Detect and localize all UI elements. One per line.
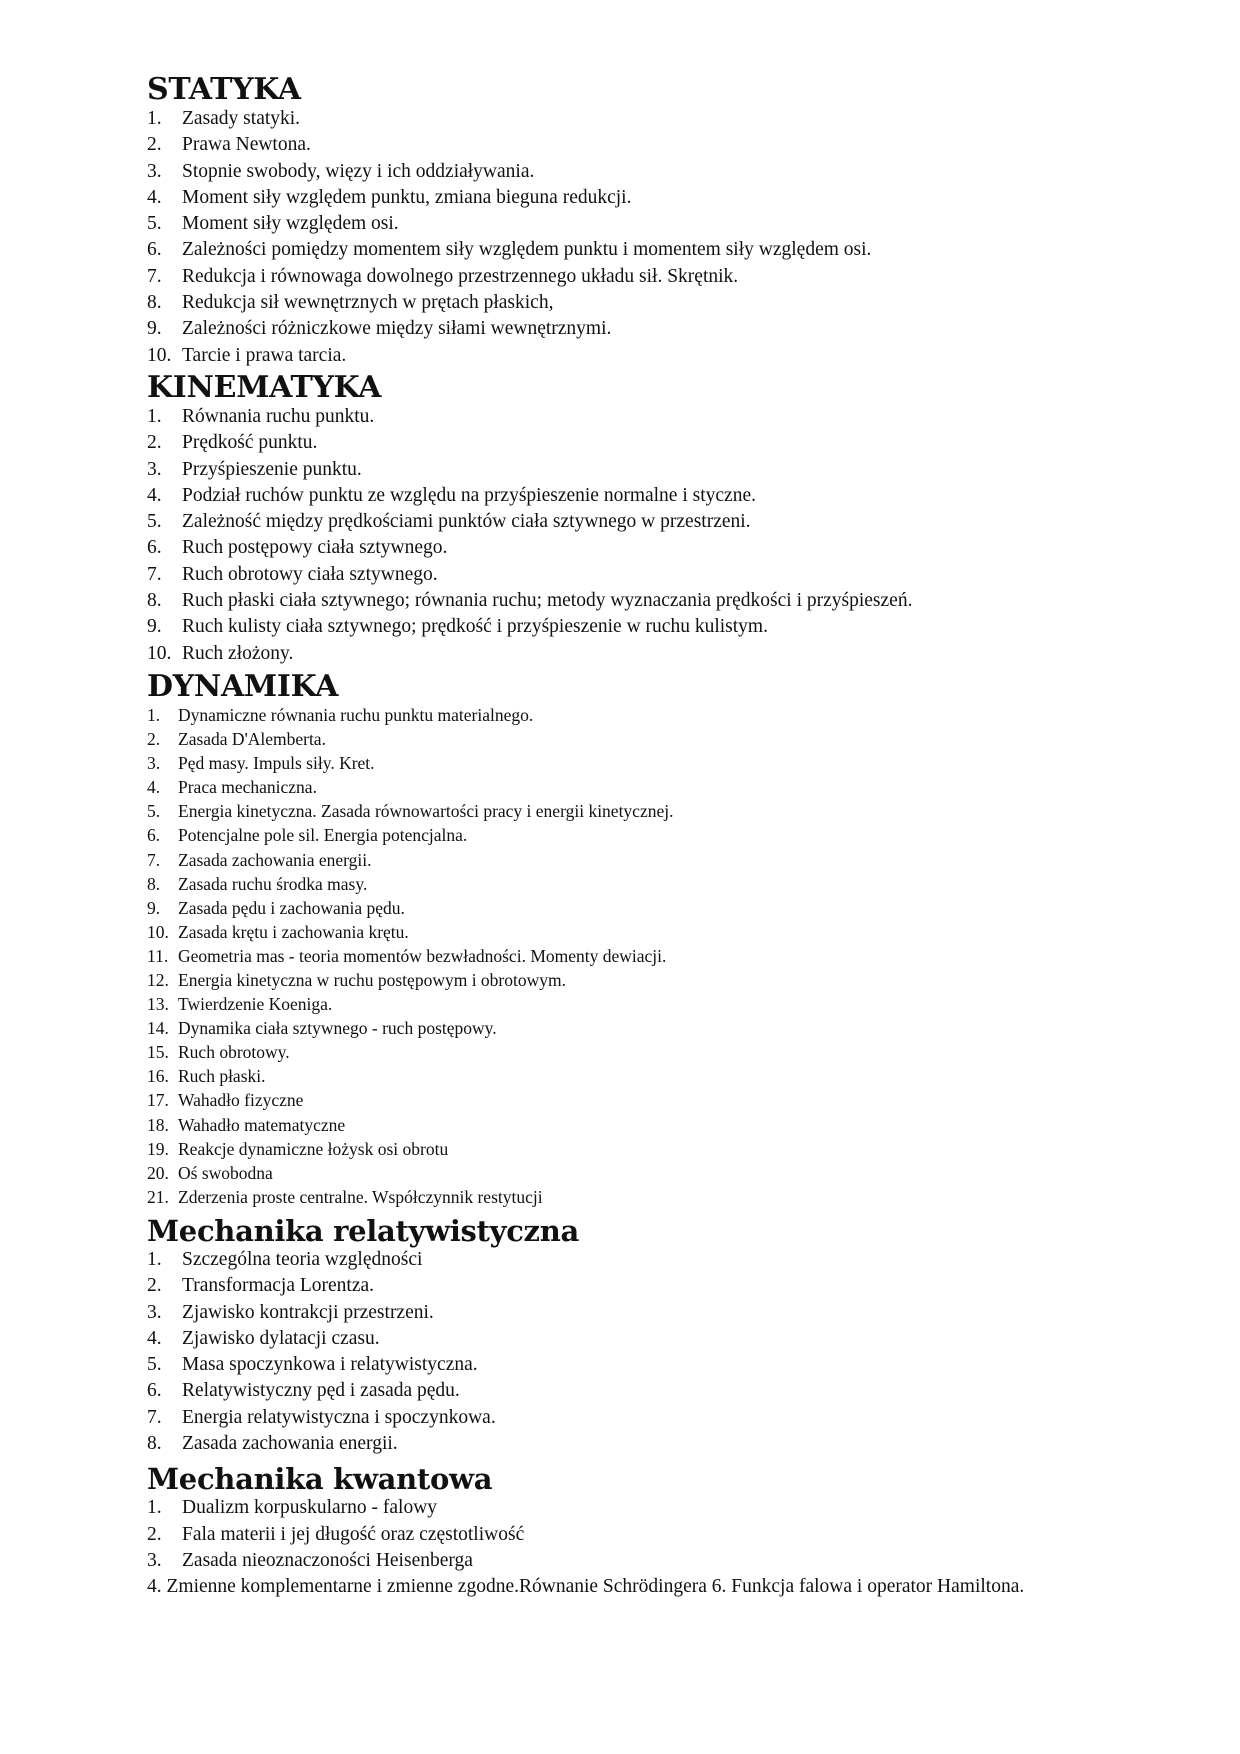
item-text: Oś swobodna (178, 1162, 273, 1183)
document-page (147, 70, 1147, 1600)
list-item (147, 562, 1147, 588)
item-text: Geometria mas - teoria momentów bezwładności. Momenty dewiacji. (178, 945, 667, 966)
list-item (147, 159, 1147, 185)
section-heading: KINEMATYKA (147, 369, 382, 405)
item-number: 20. (147, 1162, 169, 1183)
item-text: Potencjalne pole sil. Energia potencjalna. (178, 825, 468, 846)
item-number: 7. (147, 849, 161, 870)
item-text: Twierdzenie Koeniga. (178, 994, 333, 1015)
item-text: Ruch obrotowy. (178, 1042, 290, 1063)
list-item (147, 1137, 1147, 1161)
item-number: 4. (147, 186, 162, 208)
item-text: Relatywistyczny pęd i zasada pędu. (182, 1380, 460, 1402)
item-number: 10. (147, 921, 169, 942)
item-text: Pęd masy. Impuls siły. Kret. (178, 753, 375, 774)
item-text: Ruch płaski ciała sztywnego; równania ruchu; metody wyznaczania prędkości i przyśpieszeń. (182, 590, 913, 612)
item-text: Reakcje dynamiczne łożysk osi obrotu (178, 1138, 449, 1159)
list-item (147, 1574, 1027, 1600)
item-text: Równania ruchu punktu. (182, 405, 375, 427)
item-text: Dualizm korpuskularno - falowy (182, 1497, 438, 1519)
list-item (147, 185, 1147, 211)
item-text: Podział ruchów punktu ze względu na przyśpieszenie normalne i styczne. (182, 484, 756, 506)
list-item (147, 872, 1147, 896)
list-item (147, 1405, 1147, 1431)
list-item (147, 992, 1147, 1016)
item-text: Energia kinetyczna w ruchu postępowym i obrotowym. (178, 969, 566, 990)
item-number: 8. (147, 292, 162, 314)
item-number: 4. (147, 484, 162, 506)
item-text: Ruch kulisty ciała sztywnego; prędkość i przyśpieszenie w ruchu kulistym. (182, 616, 768, 638)
item-number: 3. (147, 458, 162, 480)
list-item (147, 944, 1147, 968)
topic-list (147, 1247, 1147, 1457)
list-item (147, 1300, 1147, 1326)
list-item (147, 1161, 1147, 1185)
item-text: Tarcie i prawa tarcia. (182, 344, 347, 366)
item-number: 2. (147, 1523, 162, 1545)
list-item (147, 1016, 1147, 1040)
item-text: Dynamiczne równania ruchu punktu materialnego. (178, 704, 534, 725)
item-text: Energia relatywistyczna i spoczynkowa. (182, 1406, 496, 1428)
list-item (147, 1273, 1147, 1299)
list-item (147, 264, 1147, 290)
item-number: 6. (147, 825, 161, 846)
list-item (147, 1495, 1147, 1521)
list-item (147, 1378, 1147, 1404)
item-number: 1. (147, 108, 162, 129)
item-number: 21. (147, 1186, 169, 1207)
item-text: Zderzenia proste centralne. Współczynnik restytucji (178, 1186, 543, 1207)
item-number: 5. (147, 213, 162, 235)
list-item (147, 968, 1147, 992)
item-text: Zjawisko kontrakcji przestrzeni. (182, 1301, 434, 1323)
list-item (147, 588, 1147, 614)
list-item (147, 641, 1147, 667)
item-text: Zależności pomiędzy momentem siły względem punktu i momentem siły względem osi. (182, 239, 872, 261)
item-text: Redukcja sił wewnętrznych w prętach płaskich, (182, 292, 554, 314)
item-number: 17. (147, 1090, 169, 1111)
list-item (147, 896, 1147, 920)
item-text: Zasada zachowania energii. (182, 1432, 398, 1454)
item-text: Zasada nieoznaczoności Heisenberga (182, 1549, 473, 1571)
item-text: Ruch postępowy ciała sztywnego. (182, 537, 448, 559)
list-item (147, 1040, 1147, 1064)
item-number: 2. (147, 1275, 162, 1297)
list-item (147, 1548, 1147, 1574)
item-text: Przyśpieszenie punktu. (182, 458, 362, 480)
item-number: 9. (147, 318, 162, 340)
list-item (147, 509, 1147, 535)
list-item (147, 106, 1147, 132)
item-text: Fala materii i jej długość oraz częstotliwość (182, 1523, 525, 1545)
item-number: 5. (147, 511, 162, 533)
list-item (147, 727, 1147, 751)
item-text: Zależność między prędkościami punktów ciała sztywnego w przestrzeni. (182, 511, 751, 533)
list-item (147, 1088, 1147, 1112)
section-heading: Mechanika kwantowa (147, 1462, 493, 1497)
item-number: 7. (147, 563, 162, 585)
item-number: 6. (147, 1380, 162, 1402)
item-number: 4. (147, 777, 161, 798)
section-mechanika-relatywistyczna (147, 1215, 1147, 1457)
item-text: Wahadło fizyczne (178, 1090, 304, 1111)
item-number: 8. (147, 590, 162, 612)
item-text: Zasada D'Alemberta. (178, 729, 326, 750)
list-item (147, 1113, 1147, 1137)
item-number: 1. (147, 704, 161, 725)
list-item (147, 457, 1147, 483)
item-number: 5. (147, 1354, 162, 1376)
item-number: 11. (147, 945, 169, 966)
item-number: 3. (147, 1301, 162, 1323)
item-text: Energia kinetyczna. Zasada równowartości pracy i energii kinetycznej. (178, 801, 674, 822)
section-mechanika-kwantowa (147, 1463, 1147, 1600)
item-text: Zasada krętu i zachowania krętu. (178, 921, 409, 942)
item-text: Zjawisko dylatacji czasu. (182, 1327, 380, 1349)
item-number: 8. (147, 1432, 162, 1454)
item-number: 2. (147, 432, 162, 454)
item-text: Dynamika ciała sztywnego - ruch postępowy. (178, 1018, 497, 1039)
list-item (147, 535, 1147, 561)
section-heading: STATYKA (147, 72, 301, 107)
item-text: Masa spoczynkowa i relatywistyczna. (182, 1354, 478, 1376)
item-number: 2. (147, 134, 162, 156)
item-number: 7. (147, 265, 162, 287)
item-number: 10. (147, 642, 172, 664)
list-item (147, 237, 1147, 263)
list-item (147, 614, 1147, 640)
list-item (147, 1247, 1147, 1273)
list-item (147, 1522, 1147, 1548)
item-number: 8. (147, 873, 161, 894)
item-text: Stopnie swobody, więzy i ich oddziaływania. (182, 160, 535, 182)
item-number: 3. (147, 753, 161, 774)
list-item (147, 1064, 1147, 1088)
item-text: Zależności różniczkowe między siłami wewnętrznymi. (182, 318, 612, 340)
item-text: Moment siły względem osi. (182, 213, 399, 235)
item-number: 2. (147, 729, 161, 750)
item-text: Moment siły względem punktu, zmiana bieguna redukcji. (182, 186, 632, 208)
list-item (147, 430, 1147, 456)
topic-list (147, 1495, 1147, 1600)
list-item (147, 1326, 1147, 1352)
item-number: 12. (147, 969, 169, 990)
item-number: 4. (147, 1327, 162, 1349)
item-text: Zasady statyki. (182, 108, 301, 129)
item-number: 1. (147, 1248, 162, 1270)
list-item (147, 1185, 1147, 1209)
item-number: 16. (147, 1066, 169, 1087)
item-text: Redukcja i równowaga dowolnego przestrzennego układu sił. Skrętnik. (182, 265, 739, 287)
item-text: Transformacja Lorentza. (182, 1275, 375, 1297)
list-item (147, 211, 1147, 237)
list-item (147, 751, 1147, 775)
item-number: 7. (147, 1406, 162, 1428)
item-text: Prawa Newtona. (182, 134, 311, 156)
list-item (147, 343, 1147, 369)
item-text: Ruch płaski. (178, 1066, 266, 1087)
list-item (147, 775, 1147, 799)
item-number: 10. (147, 344, 172, 366)
list-item (147, 848, 1147, 872)
topic-list (147, 404, 1147, 667)
item-number: 3. (147, 1549, 162, 1571)
item-text: Szczególna teoria względności (182, 1248, 423, 1270)
list-item (147, 703, 1147, 727)
item-text: Zasada zachowania energii. (178, 849, 372, 870)
section-heading: Mechanika relatywistyczna (147, 1213, 580, 1248)
section-dynamika (147, 668, 1147, 1209)
list-item (147, 290, 1147, 316)
list-item (147, 132, 1147, 158)
item-number: 15. (147, 1042, 169, 1063)
item-text: Zasada ruchu środka masy. (178, 873, 368, 894)
section-kinematyka (147, 369, 1147, 667)
item-number: 6. (147, 537, 162, 559)
section-statyka (147, 74, 1147, 369)
item-number: 1. (147, 405, 162, 427)
list-item (147, 1431, 1147, 1457)
list-item (147, 823, 1147, 847)
item-text: Zasada pędu i zachowania pędu. (178, 897, 405, 918)
item-text: Zmienne komplementarne i zmienne zgodne.Równanie Schrödingera 6. Funkcja falowa i operator Hamiltona. (166, 1576, 1025, 1598)
item-text: Wahadło matematyczne (178, 1114, 346, 1135)
item-number: 14. (147, 1018, 169, 1039)
item-number: 5. (147, 801, 161, 822)
item-text: Ruch złożony. (182, 642, 294, 664)
list-item (147, 316, 1147, 342)
item-number: 4. (147, 1576, 162, 1598)
list-item (147, 799, 1147, 823)
item-number: 9. (147, 897, 161, 918)
item-number: 18. (147, 1114, 169, 1135)
list-item (147, 404, 1147, 430)
item-text: Prędkość punktu. (182, 432, 318, 454)
item-number: 1. (147, 1497, 162, 1519)
item-number: 3. (147, 160, 162, 182)
item-number: 19. (147, 1138, 169, 1159)
list-item (147, 920, 1147, 944)
list-item (147, 483, 1147, 509)
item-text: Ruch obrotowy ciała sztywnego. (182, 563, 438, 585)
item-number: 9. (147, 616, 162, 638)
topic-list (147, 703, 1147, 1209)
topic-list (147, 106, 1147, 369)
item-text: Praca mechaniczna. (178, 777, 317, 798)
section-heading: DYNAMIKA (147, 668, 339, 704)
item-number: 6. (147, 239, 162, 261)
item-number: 13. (147, 994, 169, 1015)
list-item (147, 1352, 1147, 1378)
